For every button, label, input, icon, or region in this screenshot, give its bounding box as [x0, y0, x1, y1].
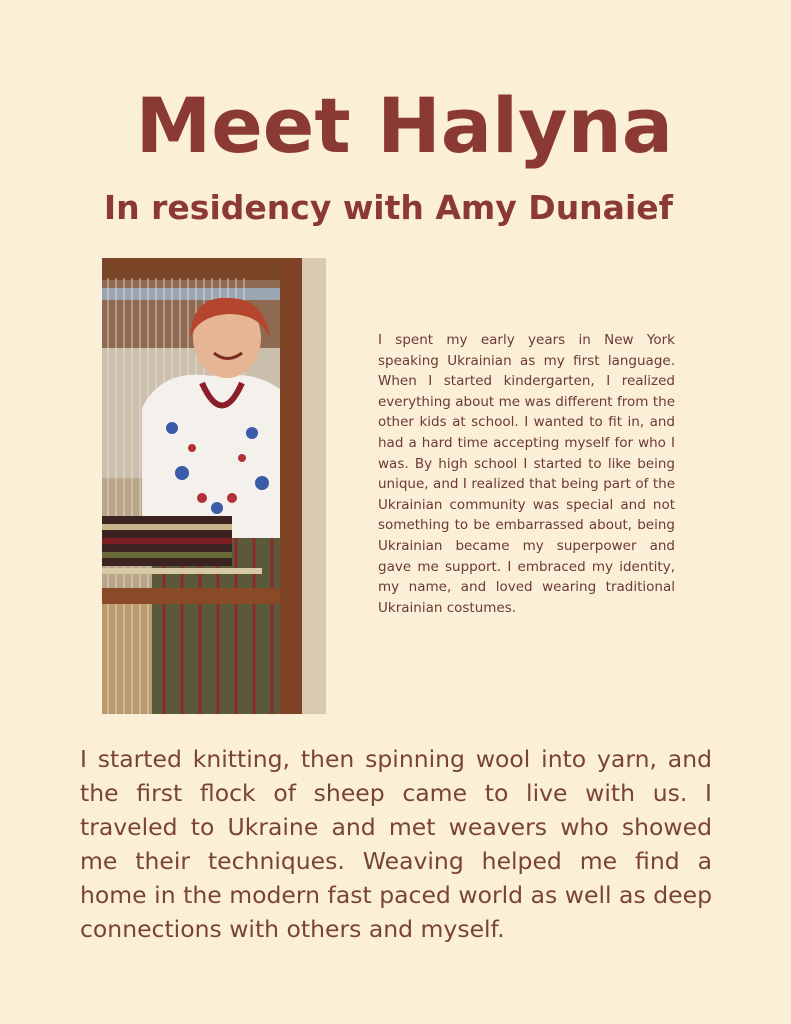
page-title: Meet Halyna: [135, 81, 673, 170]
portrait-photo: [102, 258, 326, 714]
body-paragraph: I started knitting, then spinning wool into yarn, and the first flock of sheep came to live with us. I traveled to Ukraine and met weavers who showed me their techniques. Weaving helped me find a home in the modern fast paced world as well as deep connections with others and myself.: [80, 745, 712, 943]
intro-paragraph: I spent my early years in New York speaking Ukrainian as my first language. When I started kindergarten, I realized everything about me was different from the other kids at school. I wanted to fit in, and had a hard time accepting myself for who I was. By high school I started to like being unique, and I realized that being part of the Ukrainian community was special and not something to be embarrassed about, being Ukrainian became my superpower and gave me support. I embraced my identity, my name, and loved wearing traditional Ukrainian costumes.: [378, 332, 675, 616]
page-subtitle: In residency with Amy Dunaief: [103, 188, 673, 227]
